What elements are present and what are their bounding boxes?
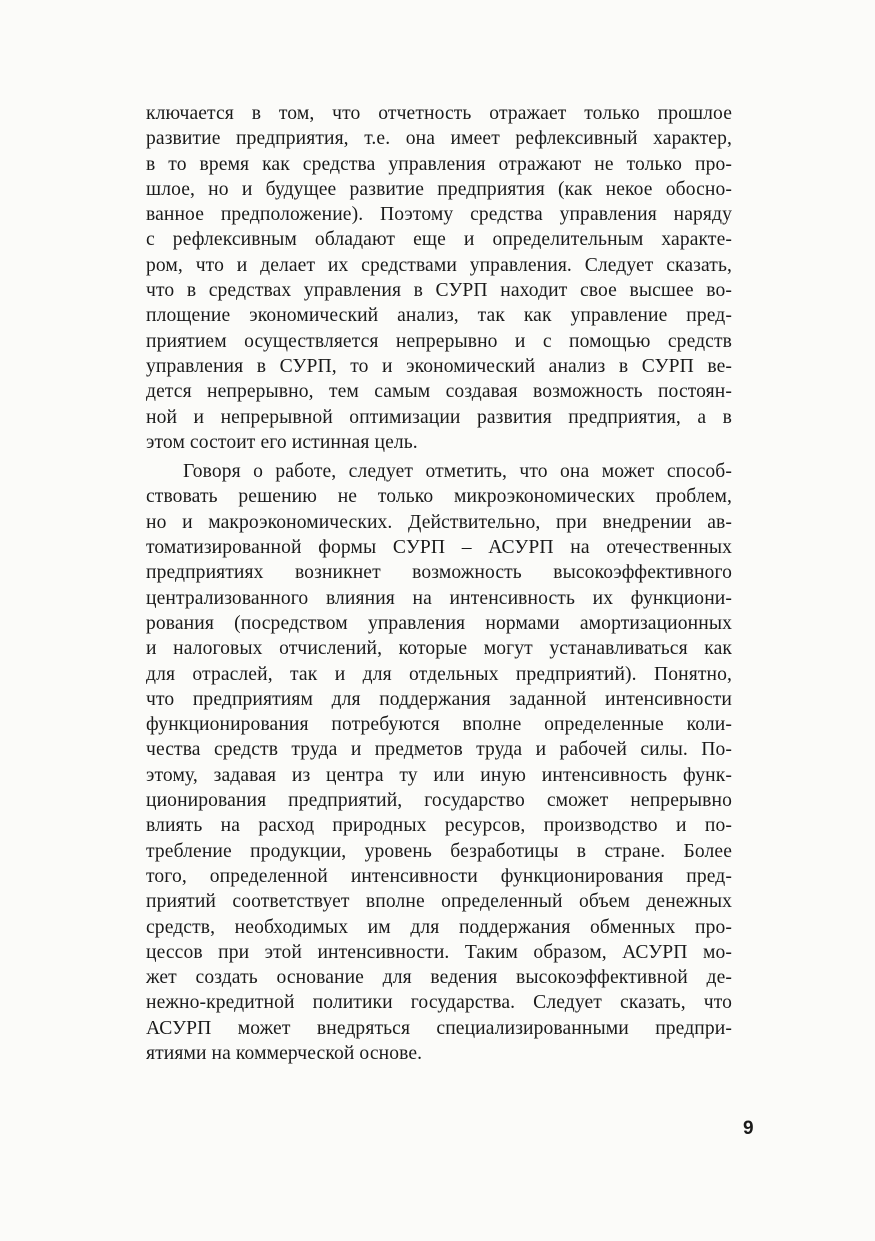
text-line: функционирования потребуются вполне определенные коли- bbox=[146, 714, 732, 736]
paragraph bbox=[146, 459, 732, 1066]
text-line: дется непрерывно, тем самым создавая возможность постоян- bbox=[146, 381, 732, 403]
text-line: того, определенной интенсивности функционирования пред- bbox=[146, 865, 732, 887]
text-line: предприятиях возникнет возможность высокоэффективного bbox=[146, 562, 732, 584]
text-line: рования (посредством управления нормами амортизационных bbox=[146, 612, 732, 634]
text-line: что в средствах управления в СУРП находит свое высшее во- bbox=[146, 280, 732, 302]
text-line: для отраслей, так и для отдельных предприятий). Понятно, bbox=[146, 663, 732, 685]
text-line: этому, задавая из центра ту или иную интенсивность функ- bbox=[146, 764, 732, 786]
text-line: ной и непрерывной оптимизации развития предприятия, а в bbox=[146, 406, 732, 428]
text-line: и налоговых отчислений, которые могут устанавливаться как bbox=[146, 638, 732, 660]
text-line: развитие предприятия, т.е. она имеет рефлексивный характер, bbox=[146, 128, 732, 150]
text-line: что предприятиям для поддержания заданной интенсивности bbox=[146, 688, 732, 710]
body-text bbox=[146, 101, 732, 1066]
text-line: шлое, но и будущее развитие предприятия (как некое обосно- bbox=[146, 178, 732, 200]
text-line: площение экономический анализ, так как управление пред- bbox=[146, 305, 732, 327]
text-line: централизованного влияния на интенсивность их функциони- bbox=[146, 587, 732, 609]
text-line: ключается в том, что отчетность отражает только прошлое bbox=[146, 103, 732, 124]
text-line: ром, что и делает их средствами управления. Следует сказать, bbox=[146, 254, 732, 276]
text-line: ционирования предприятий, государство сможет непрерывно bbox=[146, 790, 732, 812]
text-line: приятием осуществляется непрерывно и с помощью средств bbox=[146, 330, 732, 352]
text-line: этом состоит его истинная цель. bbox=[146, 431, 418, 453]
text-line: ятиями на коммерческой основе. bbox=[146, 1042, 423, 1064]
text-line: но и макроэкономических. Действительно, при внедрении ав- bbox=[146, 511, 732, 533]
paragraph bbox=[146, 101, 732, 455]
text-line: цессов при этой интенсивности. Таким образом, АСУРП мо- bbox=[146, 941, 732, 963]
text-line: жет создать основание для ведения высокоэффективной де- bbox=[146, 967, 732, 989]
text-line: приятий соответствует вполне определенный объем денежных bbox=[146, 891, 732, 913]
text-line: ванное предположение). Поэтому средства управления наряду bbox=[146, 204, 732, 226]
text-line: в то время как средства управления отражают не только про- bbox=[146, 153, 732, 175]
text-line: Говоря о работе, следует отметить, что она может способ- bbox=[183, 461, 732, 483]
text-line: влиять на расход природных ресурсов, производство и по- bbox=[146, 815, 732, 837]
text-line: ствовать решению не только микроэкономических проблем, bbox=[146, 486, 732, 508]
page-number: 9 bbox=[743, 1118, 754, 1139]
text-line: требление продукции, уровень безработицы в стране. Более bbox=[146, 840, 732, 862]
text-line: с рефлексивным обладают еще и определительным характе- bbox=[146, 229, 732, 251]
text-line: нежно-кредитной политики государства. Следует сказать, что bbox=[146, 992, 732, 1014]
text-line: чества средств труда и предметов труда и рабочей силы. По- bbox=[146, 739, 732, 761]
text-line: АСУРП может внедряться специализированными предпри- bbox=[146, 1017, 732, 1039]
text-line: управления в СУРП, то и экономический анализ в СУРП ве- bbox=[146, 355, 732, 377]
text-line: средств, необходимых им для поддержания обменных про- bbox=[146, 916, 732, 938]
text-line: томатизированной формы СУРП – АСУРП на отечественных bbox=[146, 537, 732, 559]
